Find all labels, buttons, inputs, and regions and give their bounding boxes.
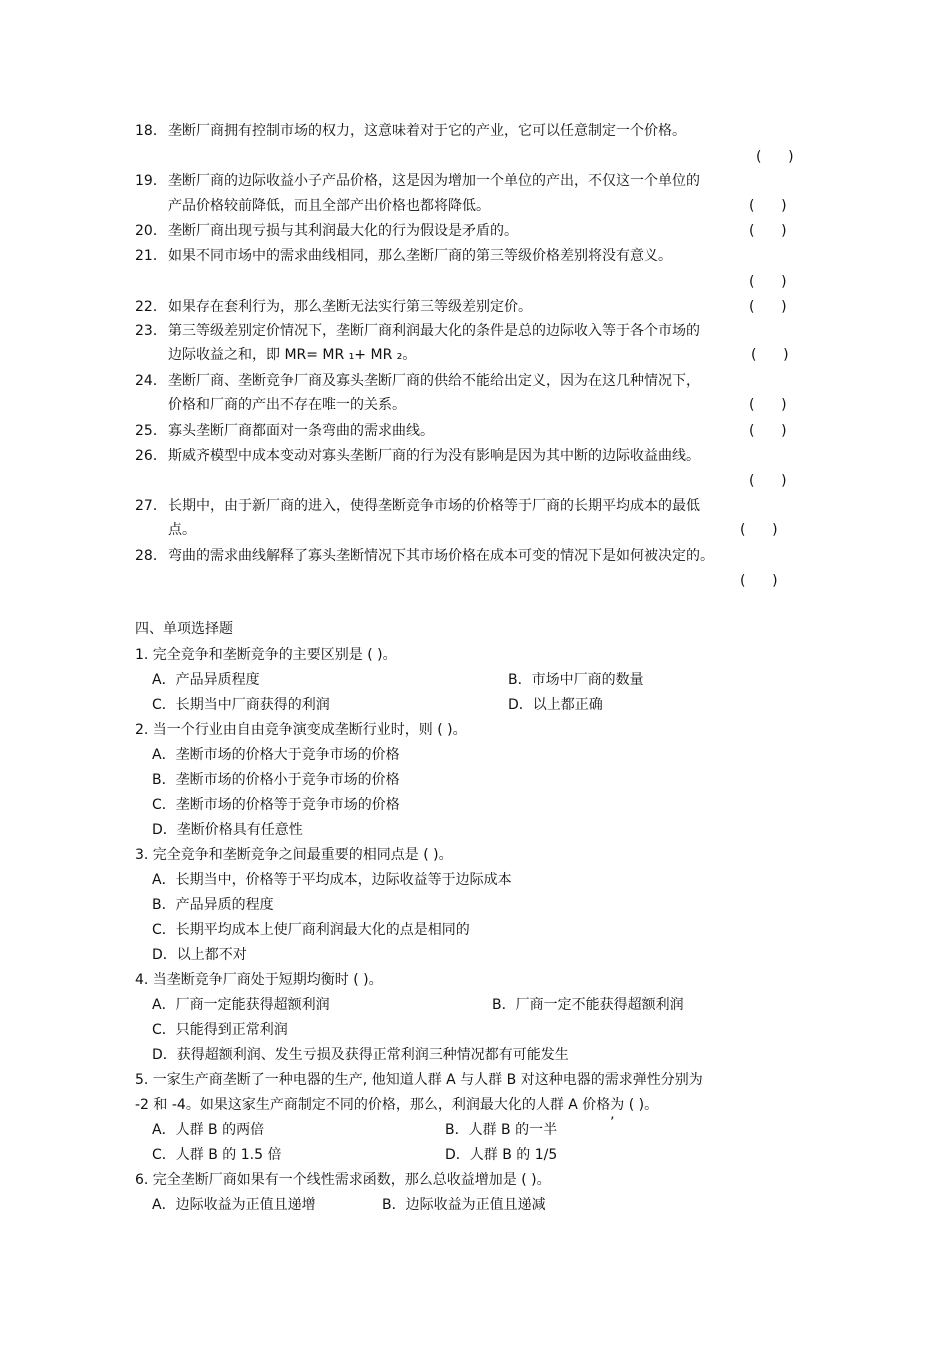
item-text-cont: 产品价格较前降低，而且全部产出价格也都将降低。 [168, 198, 490, 214]
answer-blank[interactable]: ( ) [749, 397, 787, 413]
item-text-cont: 边际收益之和，即 MR= MR ₁+ MR ₂。 [168, 347, 417, 363]
answer-blank[interactable]: ( ) [749, 423, 787, 439]
answer-blank[interactable]: ( ) [749, 274, 787, 290]
item-number: 23． [135, 323, 167, 339]
option-b[interactable]: B．垄断市场的价格小于竞争市场的价格 [152, 772, 400, 788]
option-d[interactable]: D．以上都不对 [152, 947, 247, 963]
answer-blank[interactable]: ( ) [749, 299, 787, 315]
question-stem: 3. 完全竞争和垄断竞争之间最重要的相同点是 ( )。 [135, 847, 453, 863]
item-number: 18． [135, 123, 167, 139]
option-c[interactable]: C．只能得到正常利润 [152, 1022, 288, 1038]
option-a[interactable]: A．长期当中，价格等于平均成本，边际收益等于边际成本 [152, 872, 512, 888]
option-c[interactable]: C．长期当中厂商获得的利润 [152, 697, 330, 713]
option-d[interactable]: D．人群 B 的 1/5 [445, 1147, 558, 1163]
item-text: 寡头垄断厂商都面对一条弯曲的需求曲线。 [168, 423, 434, 439]
option-a[interactable]: A．垄断市场的价格大于竞争市场的价格 [152, 747, 400, 763]
item-text: 如果存在套利行为，那么垄断无法实行第三等级差别定价。 [168, 299, 532, 315]
item-text-cont: 点。 [168, 522, 196, 538]
option-a[interactable]: A．产品异质程度 [152, 672, 260, 688]
item-text: 弯曲的需求曲线解释了寡头垄断情况下其市场价格在成本可变的情况下是如何被决定的。 [168, 548, 714, 564]
answer-blank[interactable]: ( ) [749, 198, 787, 214]
option-a[interactable]: A．厂商一定能获得超额利润 [152, 997, 330, 1013]
option-d[interactable]: D．以上都正确 [508, 697, 603, 713]
item-number: 20． [135, 223, 167, 239]
question-stem-cont: -2 和 -4。如果这家生产商制定不同的价格，那么，利润最大化的人群 A 价格为 ( )。 [135, 1097, 659, 1113]
answer-blank[interactable]: ( ) [751, 347, 789, 363]
option-d[interactable]: D．获得超额利润、发生亏损及获得正常利润三种情况都有可能发生 [152, 1047, 569, 1063]
stray-mark: ’ [610, 1115, 615, 1131]
question-stem: 2. 当一个行业由自由竞争演变成垄断行业时，则 ( )。 [135, 722, 467, 738]
option-c[interactable]: C．垄断市场的价格等于竞争市场的价格 [152, 797, 400, 813]
option-b[interactable]: B．人群 B 的一半 [445, 1122, 558, 1138]
item-number: 26． [135, 448, 167, 464]
item-text: 第三等级差别定价情况下，垄断厂商利润最大化的条件是总的边际收入等于各个市场的 [168, 323, 700, 339]
item-text: 垄断厂商、垄断竞争厂商及寡头垄断厂商的供给不能给出定义，因为在这几种情况下， [168, 373, 700, 389]
question-stem: 5. 一家生产商垄断了一种电器的生产, 他知道人群 A 与人群 B 对这种电器的需求弹性分别为 [135, 1072, 703, 1088]
item-text: 长期中，由于新厂商的进入，使得垄断竞争市场的价格等于厂商的长期平均成本的最低 [168, 498, 700, 514]
item-text-cont: 价格和厂商的产出不存在唯一的关系。 [168, 397, 406, 413]
item-number: 28． [135, 548, 167, 564]
answer-blank[interactable]: ( ) [756, 149, 794, 165]
item-text: 如果不同市场中的需求曲线相同，那么垄断厂商的第三等级价格差别将没有意义。 [168, 248, 672, 264]
question-stem: 6. 完全垄断厂商如果有一个线性需求函数，那么总收益增加是 ( )。 [135, 1172, 551, 1188]
option-b[interactable]: B．市场中厂商的数量 [508, 672, 644, 688]
item-number: 22． [135, 299, 167, 315]
item-text: 垄断厂商的边际收益小子产品价格，这是因为增加一个单位的产出，不仅这一个单位的 [168, 173, 700, 189]
answer-blank[interactable]: ( ) [749, 473, 787, 489]
option-b[interactable]: B．边际收益为正值且递减 [382, 1197, 546, 1213]
item-text: 垄断厂商出现亏损与其利润最大化的行为假设是矛盾的。 [168, 223, 518, 239]
option-b[interactable]: B．厂商一定不能获得超额利润 [492, 997, 684, 1013]
answer-blank[interactable]: ( ) [740, 522, 778, 538]
item-number: 24． [135, 373, 167, 389]
option-a[interactable]: A．边际收益为正值且递增 [152, 1197, 316, 1213]
option-c[interactable]: C．人群 B 的 1.5 倍 [152, 1147, 282, 1163]
section-title: 四、单项选择题 [135, 621, 233, 637]
question-stem: 4. 当垄断竞争厂商处于短期均衡时 ( )。 [135, 972, 383, 988]
answer-blank[interactable]: ( ) [749, 223, 787, 239]
item-number: 27． [135, 498, 167, 514]
option-d[interactable]: D．垄断价格具有任意性 [152, 822, 303, 838]
item-text: 垄断厂商拥有控制市场的权力，这意味着对于它的产业，它可以任意制定一个价格。 [168, 123, 686, 139]
answer-blank[interactable]: ( ) [740, 573, 778, 589]
item-number: 19． [135, 173, 167, 189]
question-stem: 1. 完全竞争和垄断竞争的主要区别是 ( )。 [135, 647, 397, 663]
option-a[interactable]: A．人群 B 的两倍 [152, 1122, 265, 1138]
item-text: 斯威齐模型中成本变动对寡头垄断厂商的行为没有影响是因为其中断的边际收益曲线。 [168, 448, 700, 464]
option-b[interactable]: B．产品异质的程度 [152, 897, 274, 913]
option-c[interactable]: C．长期平均成本上使厂商利润最大化的点是相同的 [152, 922, 470, 938]
item-number: 25． [135, 423, 167, 439]
item-number: 21． [135, 248, 167, 264]
